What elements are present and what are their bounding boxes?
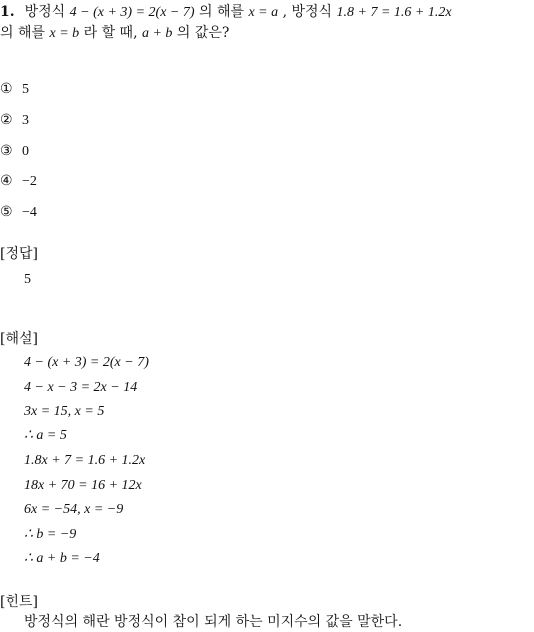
explanation-step: 1.8x + 7 = 1.6 + 1.2x: [24, 453, 146, 468]
question-text-part: 라 할 때,: [79, 25, 142, 41]
choice-value: 3: [22, 113, 29, 128]
explanation-step: 3x = 15, x = 5: [24, 404, 105, 419]
answer-value: [24, 270, 31, 289]
choice-mark: ①: [0, 81, 13, 97]
hint-text: 방정식의 해란 방정식이 참이 되게 하는 미지수의 값을 말한다.: [24, 614, 403, 630]
explanation-step: 18x + 70 = 16 + 12x: [24, 478, 142, 493]
choice-mark: ③: [0, 143, 13, 159]
answer-number: 5: [24, 272, 31, 287]
equation-2: 1.8 + 7 = 1.6 + 1.2x: [336, 5, 452, 20]
question-text-part: 의 해를: [194, 4, 249, 20]
hint-label: [힌트]: [0, 594, 38, 610]
choice-value: −4: [22, 205, 37, 220]
explanation-step: ∴ a + b = −4: [24, 551, 100, 566]
question-text-part: , 방정식: [278, 4, 337, 20]
choice-mark: ⑤: [0, 204, 13, 220]
choice-1[interactable]: [0, 80, 29, 99]
question-text-part: 의 해를: [0, 25, 50, 41]
choice-mark: ②: [0, 112, 13, 128]
explanation-label: [해설]: [0, 331, 38, 347]
choice-4[interactable]: [0, 172, 37, 191]
sum-expression: a + b: [141, 26, 173, 41]
explanation-step: ∴ a = 5: [24, 428, 67, 443]
choice-value: −2: [22, 174, 37, 189]
question-text-part: 의 값은?: [172, 25, 230, 41]
solution-a: x = a: [248, 5, 279, 20]
solution-b: x = b: [49, 26, 80, 41]
choice-value: 5: [22, 82, 29, 97]
choice-value: 0: [22, 144, 29, 159]
explanation-step: 4 − (x + 3) = 2(x − 7): [24, 355, 149, 370]
choice-5[interactable]: [0, 203, 37, 222]
explanation-step: ∴ b = −9: [24, 527, 77, 542]
question-line-2: [0, 24, 229, 43]
explanation-step: 4 − x − 3 = 2x − 14: [24, 380, 138, 395]
choice-mark: ④: [0, 173, 13, 189]
explanation-step: 6x = −54, x = −9: [24, 502, 124, 517]
question-number: 1.: [0, 4, 15, 20]
question-text-part: 방정식: [24, 4, 70, 20]
question-line-1: [0, 3, 452, 22]
equation-1: 4 − (x + 3) = 2(x − 7): [69, 5, 195, 20]
choice-2[interactable]: [0, 111, 29, 130]
choice-3[interactable]: [0, 142, 29, 161]
answer-label: [정답]: [0, 246, 38, 262]
